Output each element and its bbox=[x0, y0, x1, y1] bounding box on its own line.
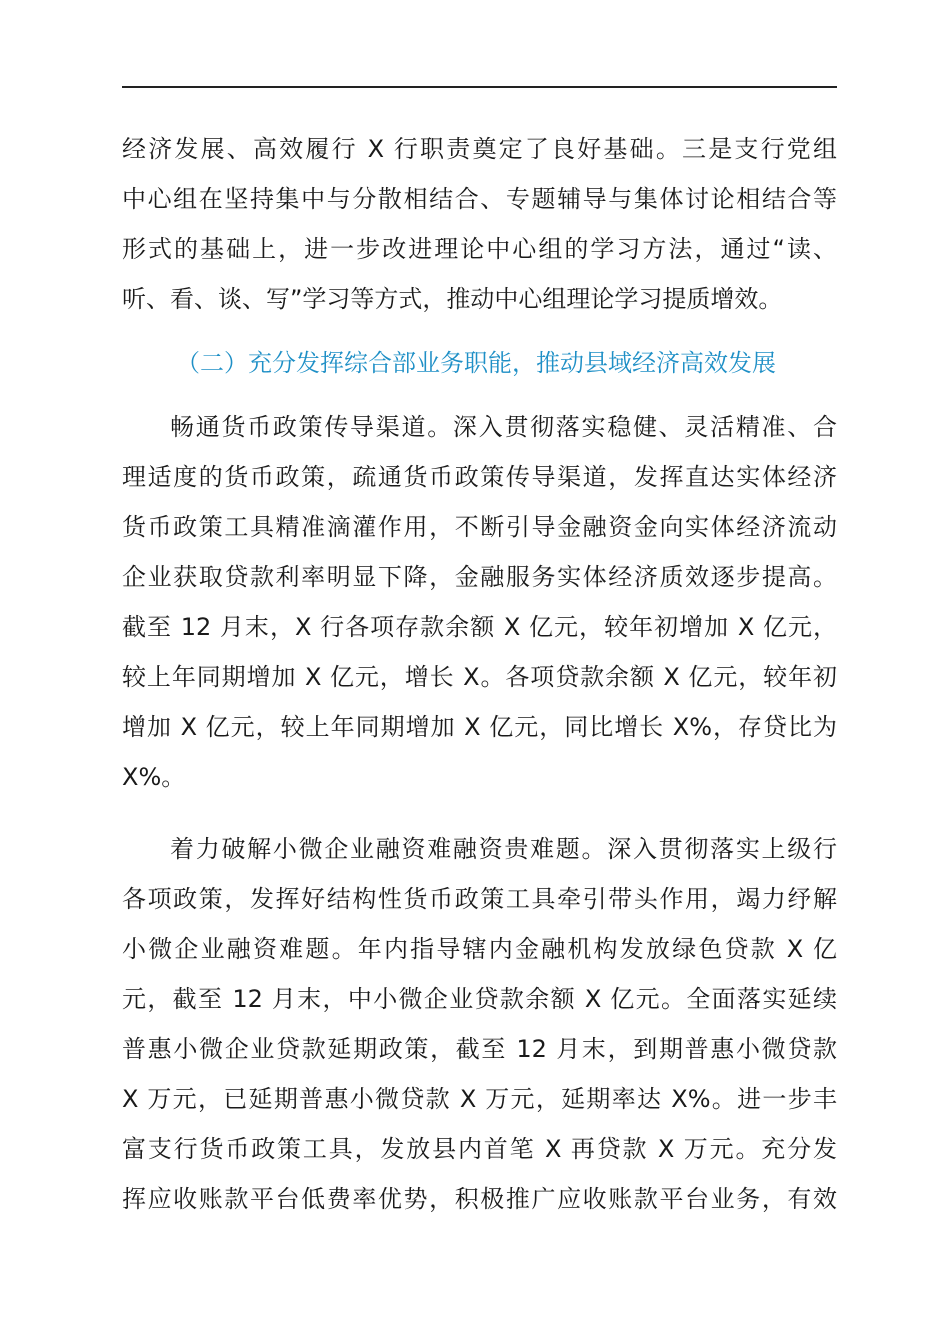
paragraph-line: 截至 12 月末，X 行各项存款余额 X 亿元，较年初增加 X 亿元， bbox=[122, 613, 837, 641]
paragraph-line: X 万元，已延期普惠小微贷款 X 万元，延期率达 X%。进一步丰 bbox=[122, 1085, 837, 1113]
paragraph-line: 货币政策工具精准滴灌作用，不断引导金融资金向实体经济流动 bbox=[122, 513, 837, 541]
paragraph-line: 普惠小微企业贷款延期政策，截至 12 月末，到期普惠小微贷款 bbox=[122, 1035, 837, 1063]
paragraph-line: 形式的基础上，进一步改进理论中心组的学习方法，通过“读、 bbox=[122, 235, 837, 263]
paragraph-line: 企业获取贷款利率明显下降，金融服务实体经济质效逐步提高。 bbox=[122, 563, 837, 591]
paragraph-line: 各项政策，发挥好结构性货币政策工具牵引带头作用，竭力纾解 bbox=[122, 885, 837, 913]
paragraph-line: 较上年同期增加 X 亿元，增长 X。各项贷款余额 X 亿元，较年初 bbox=[122, 663, 837, 691]
paragraph-line: 富支行货币政策工具，发放县内首笔 X 再贷款 X 万元。充分发 bbox=[122, 1135, 837, 1163]
paragraph-line: 理适度的货币政策，疏通货币政策传导渠道，发挥直达实体经济 bbox=[122, 463, 837, 491]
section-heading: （二）充分发挥综合部业务职能，推动县域经济高效发展 bbox=[176, 349, 776, 377]
paragraph-line: X%。 bbox=[122, 763, 186, 791]
paragraph-line: 挥应收账款平台低费率优势，积极推广应收账款平台业务，有效 bbox=[122, 1185, 837, 1213]
paragraph-line: 元，截至 12 月末，中小微企业贷款余额 X 亿元。全面落实延续 bbox=[122, 985, 837, 1013]
paragraph-line: 经济发展、高效履行 X 行职责奠定了良好基础。三是支行党组 bbox=[122, 135, 837, 163]
paragraph-line: 中心组在坚持集中与分散相结合、专题辅导与集体讨论相结合等 bbox=[122, 185, 837, 213]
header-divider bbox=[122, 86, 837, 88]
document-body bbox=[122, 124, 837, 1224]
paragraph-line: 听、看、谈、写”学习等方式，推动中心组理论学习提质增效。 bbox=[122, 285, 783, 313]
paragraph-line: 小微企业融资难题。年内指导辖内金融机构发放绿色贷款 X 亿 bbox=[122, 935, 837, 963]
paragraph-line: 着力破解小微企业融资难融资贵难题。深入贯彻落实上级行 bbox=[170, 835, 837, 863]
paragraph-line: 增加 X 亿元，较上年同期增加 X 亿元，同比增长 X%，存贷比为 bbox=[122, 713, 837, 741]
paragraph-line: 畅通货币政策传导渠道。深入贯彻落实稳健、灵活精准、合 bbox=[170, 413, 837, 441]
paragraph-sme-financing bbox=[122, 824, 837, 1224]
paragraph-party-study bbox=[122, 124, 837, 324]
paragraph-monetary-policy bbox=[122, 402, 837, 802]
paragraph-spacer bbox=[122, 802, 837, 824]
